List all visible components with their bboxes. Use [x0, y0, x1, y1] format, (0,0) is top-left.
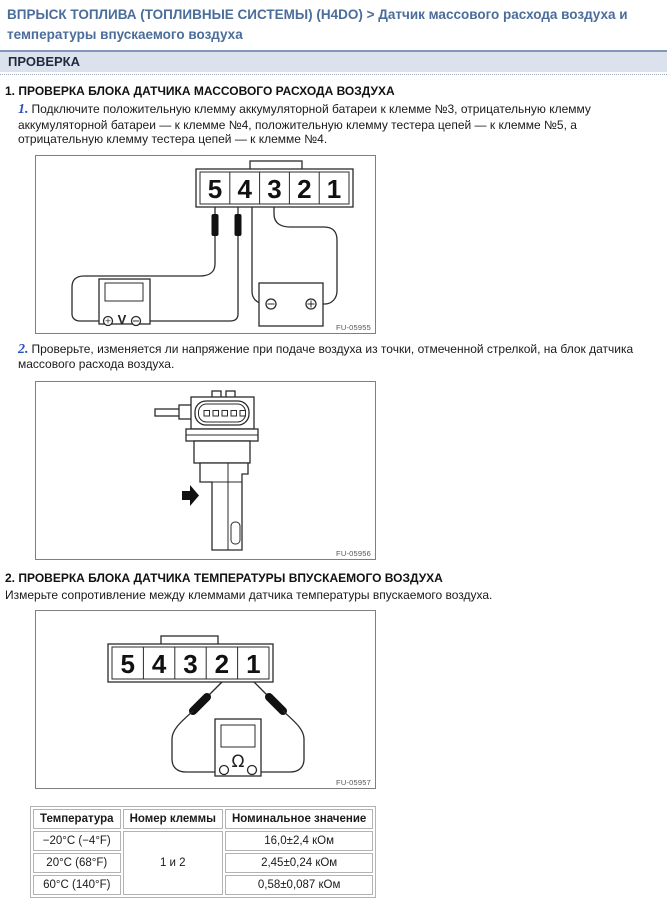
ohmmeter-right-terminal [248, 765, 257, 774]
figure-maf-wiring [35, 155, 376, 334]
sensor-body [194, 441, 250, 463]
table-row [33, 831, 373, 851]
step1-number: 1. [18, 102, 29, 117]
tester-probe-positive [212, 214, 219, 236]
page-title-line1: ВПРЫСК ТОПЛИВА (ТОПЛИВНЫЕ СИСТЕМЫ) (H4DO) > Датчик массового расхода воздуха и [7, 7, 628, 22]
terminal-cell: 1 и 2 [123, 831, 223, 895]
figure-maf-sensor [35, 381, 376, 560]
pin-label-2: 2 [214, 648, 230, 679]
ohmmeter-symbol: Ω [231, 751, 245, 772]
section-header-bar [0, 50, 667, 72]
table-header-terminal: Номер клеммы [123, 809, 223, 829]
pin-label-3: 3 [183, 648, 198, 679]
pin-label-3: 3 [267, 173, 282, 204]
dotted-separator [0, 74, 667, 75]
temp-cell: 20°C (68°F) [33, 853, 121, 873]
section-header-label: ПРОВЕРКА [8, 54, 81, 69]
step2-paragraph [18, 342, 660, 372]
sensor-side-block [179, 405, 192, 419]
pin-label-1: 1 [326, 173, 342, 204]
page-title [0, 0, 660, 45]
pin-label-4: 4 [237, 173, 252, 204]
maf-wiring-diagram [36, 156, 375, 333]
figure-iat-wiring [35, 610, 376, 789]
wire-pin4-voltmeter [141, 236, 238, 321]
wire-pin1-ohmmeter [261, 711, 304, 772]
iat-wiring-diagram [36, 611, 375, 788]
value-cell: 16,0±2,4 кОм [225, 831, 373, 851]
figure2-code: FU-05956 [336, 548, 371, 558]
ohmmeter-left-terminal [220, 765, 229, 774]
figure1-code: FU-05955 [336, 322, 371, 332]
table-header-temperature: Температура [33, 809, 121, 829]
wire-pin2-ohmmeter [172, 711, 215, 772]
tester-probe-negative [235, 214, 242, 236]
figure3-code: FU-05957 [336, 777, 371, 787]
table-header-value: Номинальное значение [225, 809, 373, 829]
sensor-side-pin [155, 409, 181, 416]
pin-label-4: 4 [151, 648, 167, 679]
maf-sensor-diagram [36, 382, 375, 559]
step1-text: Подключите положительную клемму аккумуляторной батареи к клемме №3, отрицательную клемму аккумуляторной батареи — к клемме №4, положительную клемму тестера цепей — к клемме №5, а отрицательную клемму тестера цепей — к клемме №4. [18, 102, 591, 147]
svg-text:+: + [104, 316, 112, 326]
step2-text: Проверьте, изменяется ли напряжение при подаче воздуха из точки, отмеченной стрелкой, на блок датчика массового расхода воздуха. [18, 341, 634, 372]
probe-pin1 [269, 697, 283, 711]
sensor-stem [200, 463, 248, 550]
step1-paragraph [18, 102, 660, 147]
temp-cell: −20°C (−4°F) [33, 831, 121, 851]
subsection2-heading: 2. ПРОВЕРКА БЛОКА ДАТЧИКА ТЕМПЕРАТУРЫ ВПУСКАЕМОГО ВОЗДУХА [5, 570, 443, 585]
temp-cell: 60°C (140°F) [33, 875, 121, 895]
voltmeter-label: V [117, 311, 127, 327]
pin-label-5: 5 [207, 173, 223, 204]
resistance-spec-table [30, 806, 376, 898]
pin-label-5: 5 [120, 648, 135, 679]
value-cell: 0,58±0,087 кОм [225, 875, 373, 895]
pin-label-2: 2 [297, 173, 312, 204]
probe-pin2 [193, 697, 207, 711]
section2-text: Измерьте сопротивление между клеммами датчика температуры впускаемого воздуха. [5, 587, 493, 602]
value-cell: 2,45±0,24 кОм [225, 853, 373, 873]
airflow-arrow-icon [182, 485, 199, 506]
page-title-line2: температуры впускаемого воздуха [7, 27, 243, 42]
subsection1-heading: 1. ПРОВЕРКА БЛОКА ДАТЧИКА МАССОВОГО РАСХОДА ВОЗДУХА [5, 84, 395, 98]
pin-label-1: 1 [246, 648, 261, 679]
step2-number: 2. [18, 341, 29, 357]
